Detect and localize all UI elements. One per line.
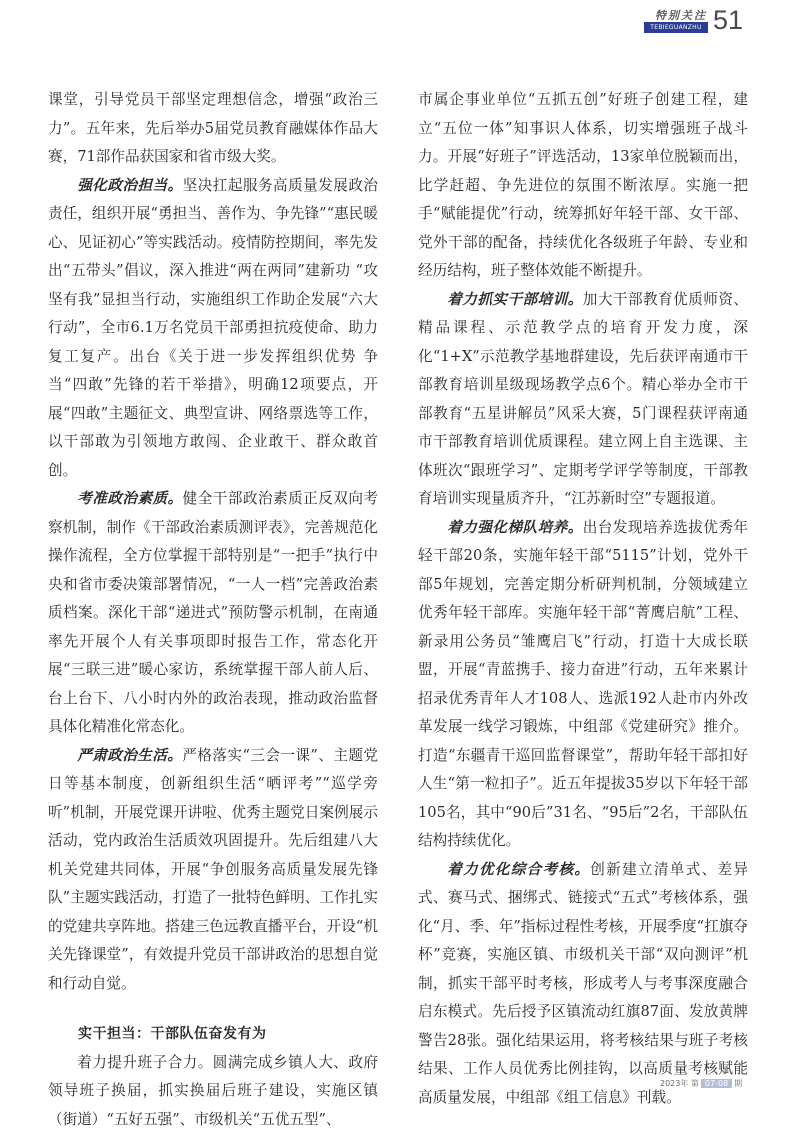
paragraph	[48, 485, 378, 742]
paragraph	[418, 856, 748, 1113]
paragraph-text: 坚决扛起服务高质量发展政治责任，组织开展“勇担当、善作为、争先锋”“惠民暖心、见证初心”等实践活动。疫情防控期间，率先发出“五带头”倡议，深入推进“两在两同”建新功 “攻坚有我”显担当行动，实施组织工作助企发展“六大行动”，全市6.1万名党员干部勇担抗疫使命、助力复工复产。出台《关于进一步发挥组织优势 争当“四敢”先锋的若干举措》，明确12项要点，开展“四敢”主题征文、典型宣讲、网络票选等工作，以干部敢为引领地方敢闯、企业敢干、群众敢首创。	[48, 177, 378, 479]
paragraph: 市属企事业单位“五抓五创”好班子创建工程，建立“五位一体”知事识人体系，切实增强班子战斗力。开展“好班子”评选活动，13家单位脱颖而出，比学赶超、争先进位的氛围不断浓厚。实施一把手“赋能提优”行动，统筹抓好年轻干部、女干部、党外干部的配备，持续优化各级班子年龄、专业和经历结构，班子整体效能不断提升。	[418, 86, 748, 286]
section-heading: 实干担当：干部队伍奋发有为	[48, 1020, 378, 1049]
paragraph: 课堂，引导党员干部坚定理想信念，增强“政治三力”。五年来，先后举办5届党员教育融媒体作品大赛，71部作品获国家和省市级大奖。	[48, 86, 378, 172]
paragraph-text: 创新建立清单式、差异式、赛马式、捆绑式、链接式“五式”考核体系，强化“月、季、年”指标过程性考核，开展季度“扛旗夺杯”竞赛，实施区镇、市级机关干部“双向测评”机制，抓实干部平时考核，形成考人与考事深度融合启东模式。先后授予区镇流动红旗87面、发放黄牌警告28张。强化结果运用，将考核结果与班子考核结果、工作人员优秀比例挂钩，以高质量考核赋能高质量发展，中组部《组工信息》刊载。	[418, 861, 748, 1106]
footer-suffix: 期	[734, 1079, 742, 1088]
footer-year: 2023年 第	[660, 1079, 699, 1088]
page-header	[0, 0, 799, 60]
paragraph-lead: 着力优化综合考核。	[447, 861, 590, 878]
paragraph	[418, 514, 748, 856]
page-number: 51	[713, 5, 743, 36]
issue-badge: 07-08	[701, 1079, 732, 1088]
paragraph-lead: 严肃政治生活。	[77, 747, 182, 764]
section-title: 特别关注	[649, 7, 707, 23]
paragraph-text: 严格落实“三会一课”、主题党日等基本制度，创新组织生活“晒评考”“巡学旁听”机制，开展党课开讲啦、优秀主题党日案例展示活动，党内政治生活质效巩固提升。先后组建八大机关党建共同体，开展“争创服务高质量发展先锋队”主题实践活动，打造了一批特色鲜明、工作扎实的党建共享阵地。搭建三色远教直播平台，开设“机关先锋课堂”，有效提升党员干部讲政治的思想自觉和行动自觉。	[48, 747, 378, 992]
paragraph-text: 出台发现培养选拔优秀年轻干部20条，实施年轻干部“5115”计划，党外干部5年规划，完善定期分析研判机制，分领域建立优秀年轻干部库。实施年轻干部“菁鹰启航”工程、新录用公务员“雏鹰启飞”行动，打造十大成长联盟，开展“青蓝携手、接力奋进”行动，五年来累计招录优秀青年人才108人、选派192人赴市内外改革发展一线学习锻炼，中组部《党建研究》推介。打造“东疆青干巡回监督课堂”，帮助年轻干部扣好人生“第一粒扣子”。近五年提拔35岁以下年轻干部105名，其中“90后”31名、“95后”2名，干部队伍结构持续优化。	[418, 519, 748, 850]
page-footer	[660, 1078, 742, 1089]
paragraph-lead: 强化政治担当。	[77, 177, 182, 194]
paragraph-text: 加大干部教育优质师资、精品课程、示范教学点的培育开发力度，深化“1+X”示范教学基地群建设，先后获评南通市干部教育培训星级现场教学点6个。精心举办全市干部教育“五星讲解员”风采大赛，5门课程获评南通市干部教育培训优质课程。建立网上自主选课、主体班次“跟班学习”、定期考学评学等制度，干部教育培训实现量质齐升，“江苏新时空”专题报道。	[418, 291, 748, 508]
paragraph: 着力提升班子合力。圆满完成乡镇人大、政府领导班子换届，抓实换届后班子建设，实施区镇（街道）“五好五强”、市级机关“五优五型”、	[48, 1049, 378, 1134]
paragraph	[418, 286, 748, 514]
paragraph	[48, 172, 378, 486]
left-column	[48, 86, 378, 1134]
paragraph-lead: 考准政治素质。	[77, 490, 182, 507]
right-column	[418, 86, 748, 1112]
paragraph-text: 健全干部政治素质正反双向考察机制，制作《干部政治素质测评表》，完善规范化操作流程，全方位掌握干部特别是“一把手”执行中央和省市委决策部署情况，“一人一档”完善政治素质档案。深化干部“递进式”预防警示机制，在南通率先开展个人有关事项即时报告工作，常态化开展“三联三进”暖心家访，系统掌握干部人前人后、台上台下、八小时内外的政治表现，推动政治监督具体化精准化常态化。	[48, 490, 378, 735]
paragraph-lead: 着力强化梯队培养。	[447, 519, 583, 536]
paragraph-lead: 着力抓实干部培训。	[447, 291, 583, 308]
section-label-bar: TEBIEGUANZHU	[644, 22, 708, 33]
paragraph	[48, 742, 378, 999]
